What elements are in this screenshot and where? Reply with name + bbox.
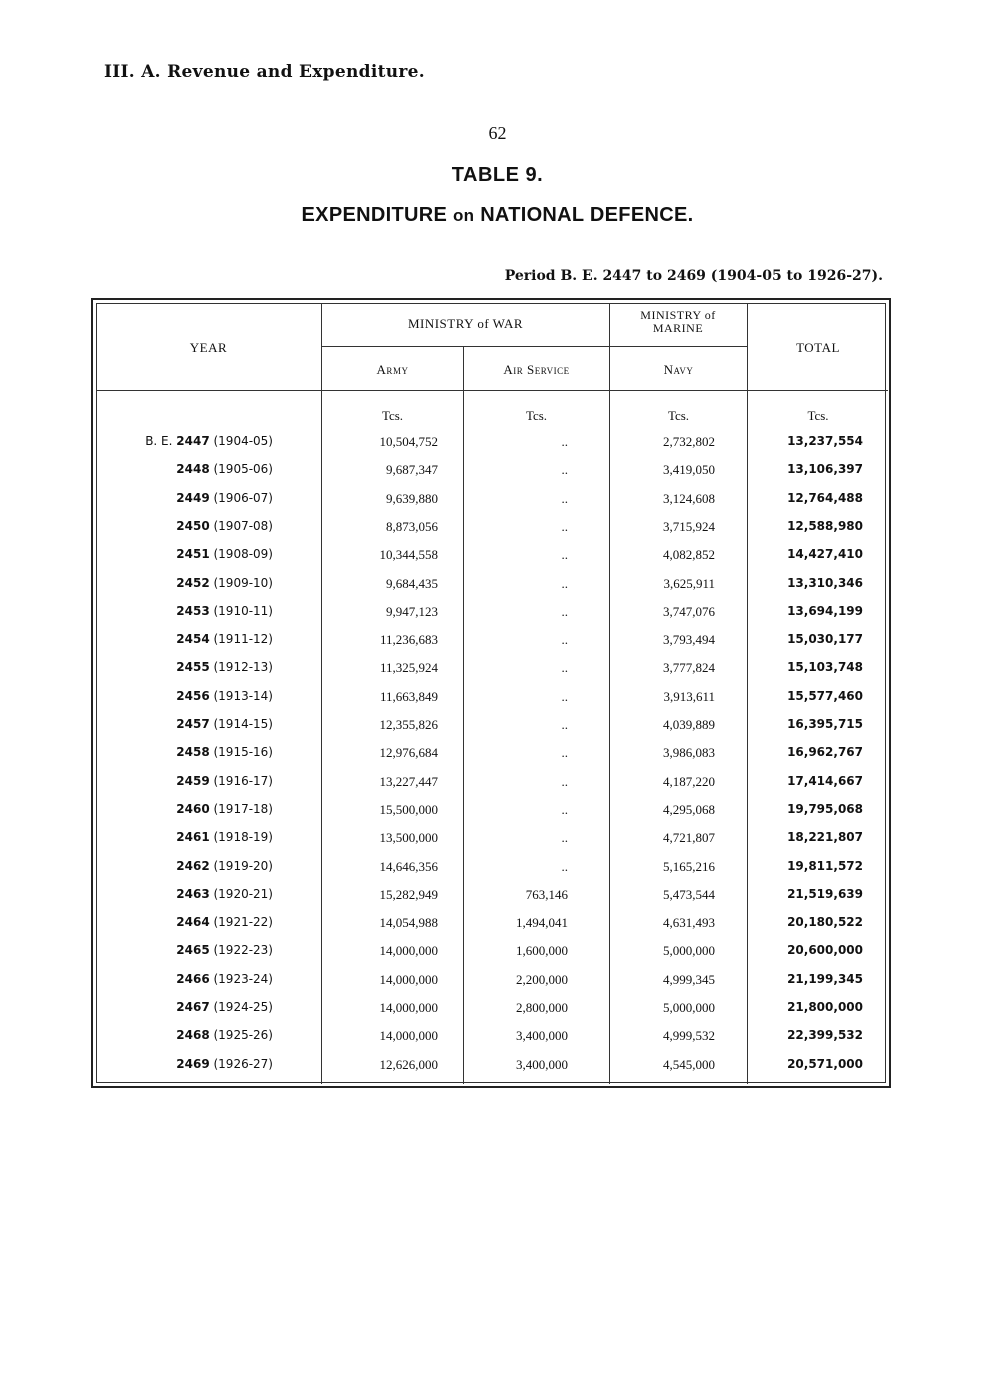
cell-year xyxy=(93,660,273,674)
cell-year xyxy=(93,802,273,816)
expenditure-table xyxy=(91,298,891,1088)
cell-air-service: .. xyxy=(561,801,568,817)
cell-year-ad: (1921-22) xyxy=(209,915,273,930)
cell-army: 10,504,752 xyxy=(379,434,438,449)
table-row xyxy=(93,796,889,824)
cell-navy: 4,721,807 xyxy=(663,830,715,846)
cell-army: 9,684,435 xyxy=(386,575,438,591)
cell-year-be: 2447 xyxy=(176,434,210,448)
cell-navy: 4,999,532 xyxy=(663,1028,715,1044)
cell-air-service: .. xyxy=(561,660,568,676)
table-row xyxy=(93,598,889,626)
cell-air-service: .. xyxy=(561,830,568,846)
cell-year-be: 2453 xyxy=(176,603,210,618)
table-row xyxy=(93,824,889,852)
cell-air-service: .. xyxy=(561,717,568,732)
cell-year-ad: (1908-09) xyxy=(209,547,273,562)
table-row xyxy=(93,1022,889,1050)
table-row xyxy=(93,881,889,909)
cell-total: 18,221,807 xyxy=(787,830,863,845)
cell-army: 9,947,123 xyxy=(386,603,438,619)
unit-air: Tcs. xyxy=(525,408,548,423)
cell-year-be: 2469 xyxy=(176,1056,210,1071)
header-total: TOTAL xyxy=(796,340,840,355)
cell-year-be: 2450 xyxy=(176,518,210,533)
table-row xyxy=(93,570,889,598)
cell-year-ad: (1914-15) xyxy=(209,717,273,731)
cell-total: 19,811,572 xyxy=(787,858,863,873)
header-year: YEAR xyxy=(189,340,228,355)
cell-year-ad: (1922-23) xyxy=(209,943,273,958)
cell-navy: 3,986,083 xyxy=(663,745,715,761)
cell-air-service: .. xyxy=(561,688,568,704)
cell-navy: 3,124,608 xyxy=(663,490,715,506)
cell-total: 13,310,346 xyxy=(787,575,863,590)
cell-year xyxy=(93,972,273,986)
cell-year-be: 2452 xyxy=(176,575,210,590)
cell-army: 13,500,000 xyxy=(379,830,438,846)
cell-air-service: 763,146 xyxy=(525,886,568,902)
table-row xyxy=(93,683,889,711)
table-row xyxy=(93,966,889,994)
cell-year-ad: (1909-10) xyxy=(209,575,273,590)
cell-year-ad: (1917-18) xyxy=(209,801,273,816)
cell-year-ad: (1912-13) xyxy=(209,660,273,675)
cell-army: 12,626,000 xyxy=(379,1056,438,1072)
header-army: Army xyxy=(376,362,409,377)
cell-year-be: 2466 xyxy=(176,971,210,986)
cell-navy: 3,715,924 xyxy=(663,518,715,534)
cell-army: 14,000,000 xyxy=(379,971,438,987)
cell-year xyxy=(93,604,273,618)
cell-total: 13,237,554 xyxy=(787,434,863,448)
cell-year xyxy=(93,887,273,901)
cell-navy: 3,747,076 xyxy=(663,603,715,619)
unit-navy: Tcs. xyxy=(667,408,690,423)
table-row xyxy=(93,937,889,965)
subtitle-part1: EXPENDITURE xyxy=(301,204,448,226)
cell-year-be: 2449 xyxy=(176,490,210,505)
cell-year-prefix: B. E. xyxy=(145,434,177,448)
cell-navy: 4,999,345 xyxy=(663,971,715,987)
cell-army: 14,000,000 xyxy=(379,1000,438,1015)
cell-total: 20,600,000 xyxy=(787,943,863,958)
table-row xyxy=(93,513,889,541)
cell-year-ad: (1913-14) xyxy=(209,688,273,703)
cell-year-ad: (1905-06) xyxy=(209,462,273,477)
cell-year-ad: (1918-19) xyxy=(209,830,273,845)
cell-army: 9,687,347 xyxy=(386,462,438,478)
cell-air-service: .. xyxy=(561,773,568,789)
cell-air-service: .. xyxy=(561,490,568,506)
cell-air-service: .. xyxy=(561,518,568,534)
cell-year-ad: (1923-24) xyxy=(209,971,273,986)
cell-navy: 3,913,611 xyxy=(663,688,715,704)
cell-navy: 3,625,911 xyxy=(663,575,715,591)
cell-year-ad: (1920-21) xyxy=(209,886,273,901)
table-row xyxy=(93,768,889,796)
unit-army: Tcs. xyxy=(381,408,404,423)
cell-total: 21,519,639 xyxy=(787,886,863,901)
cell-year-be: 2461 xyxy=(176,830,210,845)
cell-air-service: .. xyxy=(561,575,568,591)
cell-army: 14,646,356 xyxy=(379,858,438,874)
cell-year xyxy=(93,632,273,646)
header-ministry-war: MINISTRY of WAR xyxy=(407,316,524,331)
cell-year xyxy=(93,547,273,561)
subtitle-part2: on xyxy=(452,206,475,225)
cell-year xyxy=(93,519,273,533)
cell-air-service: 1,494,041 xyxy=(516,915,568,931)
cell-air-service: 1,600,000 xyxy=(516,943,568,959)
cell-year-ad: (1926-27) xyxy=(209,1056,273,1071)
cell-total: 12,588,980 xyxy=(787,518,863,533)
cell-year xyxy=(93,1000,273,1014)
cell-year-be: 2448 xyxy=(176,462,210,477)
table-row xyxy=(93,456,889,484)
table-title: TABLE 9. xyxy=(451,164,544,186)
cell-navy: 3,419,050 xyxy=(663,462,715,478)
cell-navy: 5,165,216 xyxy=(663,858,715,874)
cell-total: 16,962,767 xyxy=(787,745,863,760)
cell-total: 12,764,488 xyxy=(787,490,863,505)
cell-year xyxy=(93,915,273,929)
table-row xyxy=(93,1051,889,1079)
cell-year-be: 2462 xyxy=(176,858,210,873)
cell-army: 8,873,056 xyxy=(386,518,438,534)
cell-total: 21,199,345 xyxy=(787,971,863,986)
header-ministry-marine: MINISTRY of MARINE xyxy=(640,308,716,335)
section-heading: III. A. Revenue and Expenditure. xyxy=(104,62,425,82)
cell-air-service: .. xyxy=(561,462,568,478)
cell-total: 16,395,715 xyxy=(787,717,863,731)
cell-total: 13,106,397 xyxy=(787,462,863,477)
cell-year-ad: (1904-05) xyxy=(209,434,273,448)
cell-air-service: .. xyxy=(561,745,568,761)
cell-year-ad: (1924-25) xyxy=(209,1000,273,1014)
cell-year xyxy=(93,1057,273,1071)
cell-year-ad: (1919-20) xyxy=(209,858,273,873)
cell-year-be: 2460 xyxy=(176,801,210,816)
cell-total: 14,427,410 xyxy=(787,547,863,562)
cell-navy: 5,000,000 xyxy=(663,1000,715,1015)
cell-year-be: 2458 xyxy=(176,745,210,760)
cell-year-ad: (1910-11) xyxy=(209,603,273,618)
table-row xyxy=(93,541,889,569)
cell-army: 12,976,684 xyxy=(379,745,438,761)
cell-army: 14,000,000 xyxy=(379,943,438,959)
cell-year-be: 2463 xyxy=(176,886,210,901)
table-row xyxy=(93,711,889,739)
cell-navy: 4,295,068 xyxy=(663,801,715,817)
cell-year-be: 2464 xyxy=(176,915,210,930)
table-row xyxy=(93,626,889,654)
cell-year-be: 2456 xyxy=(176,688,210,703)
cell-year xyxy=(93,745,273,759)
header-air-service: Air Service xyxy=(503,362,570,377)
table-row xyxy=(93,485,889,513)
table-row xyxy=(93,739,889,767)
cell-army: 15,500,000 xyxy=(379,801,438,817)
cell-air-service: .. xyxy=(561,603,568,619)
table-row xyxy=(93,909,889,937)
cell-air-service: 2,800,000 xyxy=(516,1000,568,1015)
cell-navy: 4,082,852 xyxy=(663,547,715,563)
cell-navy: 4,545,000 xyxy=(663,1056,715,1072)
table-subtitle xyxy=(0,204,995,227)
cell-year xyxy=(93,434,273,448)
cell-year xyxy=(93,576,273,590)
cell-total: 15,030,177 xyxy=(787,632,863,647)
cell-year-ad: (1907-08) xyxy=(209,518,273,533)
cell-year-ad: (1915-16) xyxy=(209,745,273,760)
cell-year xyxy=(93,689,273,703)
cell-year xyxy=(93,1028,273,1042)
cell-year-ad: (1906-07) xyxy=(209,490,273,505)
unit-total: Tcs. xyxy=(807,408,829,423)
cell-year-ad: (1911-12) xyxy=(209,632,273,647)
rule-sub-header xyxy=(322,346,747,347)
cell-air-service: .. xyxy=(561,434,568,449)
cell-year-ad: (1925-26) xyxy=(209,1028,273,1043)
cell-year-be: 2455 xyxy=(176,660,210,675)
table-row xyxy=(93,994,889,1022)
cell-year-be: 2468 xyxy=(176,1028,210,1043)
cell-year-be: 2451 xyxy=(176,547,210,562)
cell-year-be: 2465 xyxy=(176,943,210,958)
cell-year xyxy=(93,462,273,476)
cell-year xyxy=(93,491,273,505)
cell-year-be: 2457 xyxy=(176,717,210,731)
cell-total: 20,180,522 xyxy=(787,915,863,930)
cell-navy: 3,793,494 xyxy=(663,632,715,648)
header-navy: Navy xyxy=(663,362,694,377)
cell-year xyxy=(93,774,273,788)
cell-army: 11,236,683 xyxy=(379,632,438,648)
cell-army: 9,639,880 xyxy=(386,490,438,506)
cell-navy: 5,000,000 xyxy=(663,943,715,959)
cell-army: 10,344,558 xyxy=(379,547,438,563)
cell-army: 11,663,849 xyxy=(379,688,438,704)
cell-year-be: 2454 xyxy=(176,632,210,647)
cell-navy: 4,039,889 xyxy=(663,717,715,732)
cell-total: 22,399,532 xyxy=(787,1028,863,1043)
period-label: Period B. E. 2447 to 2469 (1904-05 to 1926-27). xyxy=(504,268,883,284)
cell-total: 17,414,667 xyxy=(787,773,863,788)
cell-year xyxy=(93,859,273,873)
table-row xyxy=(93,654,889,682)
cell-army: 14,054,988 xyxy=(379,915,438,931)
cell-total: 21,800,000 xyxy=(787,1000,863,1014)
cell-total: 15,103,748 xyxy=(787,660,863,675)
cell-army: 15,282,949 xyxy=(379,886,438,902)
cell-year xyxy=(93,717,273,731)
cell-air-service: 3,400,000 xyxy=(516,1028,568,1044)
cell-air-service: .. xyxy=(561,547,568,563)
subtitle-part3: NATIONAL DEFENCE. xyxy=(480,204,694,226)
table-row xyxy=(93,428,889,456)
cell-navy: 5,473,544 xyxy=(663,886,715,902)
cell-navy: 2,732,802 xyxy=(663,434,715,449)
cell-year-be: 2459 xyxy=(176,773,210,788)
cell-air-service: 3,400,000 xyxy=(516,1056,568,1072)
cell-army: 14,000,000 xyxy=(379,1028,438,1044)
cell-army: 12,355,826 xyxy=(379,717,438,732)
cell-air-service: 2,200,000 xyxy=(516,971,568,987)
cell-air-service: .. xyxy=(561,858,568,874)
cell-air-service: .. xyxy=(561,632,568,648)
cell-total: 15,577,460 xyxy=(787,688,863,703)
cell-army: 11,325,924 xyxy=(379,660,438,676)
cell-navy: 3,777,824 xyxy=(663,660,715,676)
rule-header-bottom xyxy=(96,390,888,391)
page-number: 62 xyxy=(488,123,507,143)
cell-year-be: 2467 xyxy=(176,1000,210,1014)
cell-year-ad: (1916-17) xyxy=(209,773,273,788)
table-row xyxy=(93,853,889,881)
cell-navy: 4,631,493 xyxy=(663,915,715,931)
cell-navy: 4,187,220 xyxy=(663,773,715,789)
cell-year xyxy=(93,830,273,844)
cell-total: 19,795,068 xyxy=(787,801,863,816)
cell-total: 13,694,199 xyxy=(787,603,863,618)
cell-total: 20,571,000 xyxy=(787,1056,863,1071)
cell-year xyxy=(93,943,273,957)
cell-army: 13,227,447 xyxy=(379,773,438,789)
